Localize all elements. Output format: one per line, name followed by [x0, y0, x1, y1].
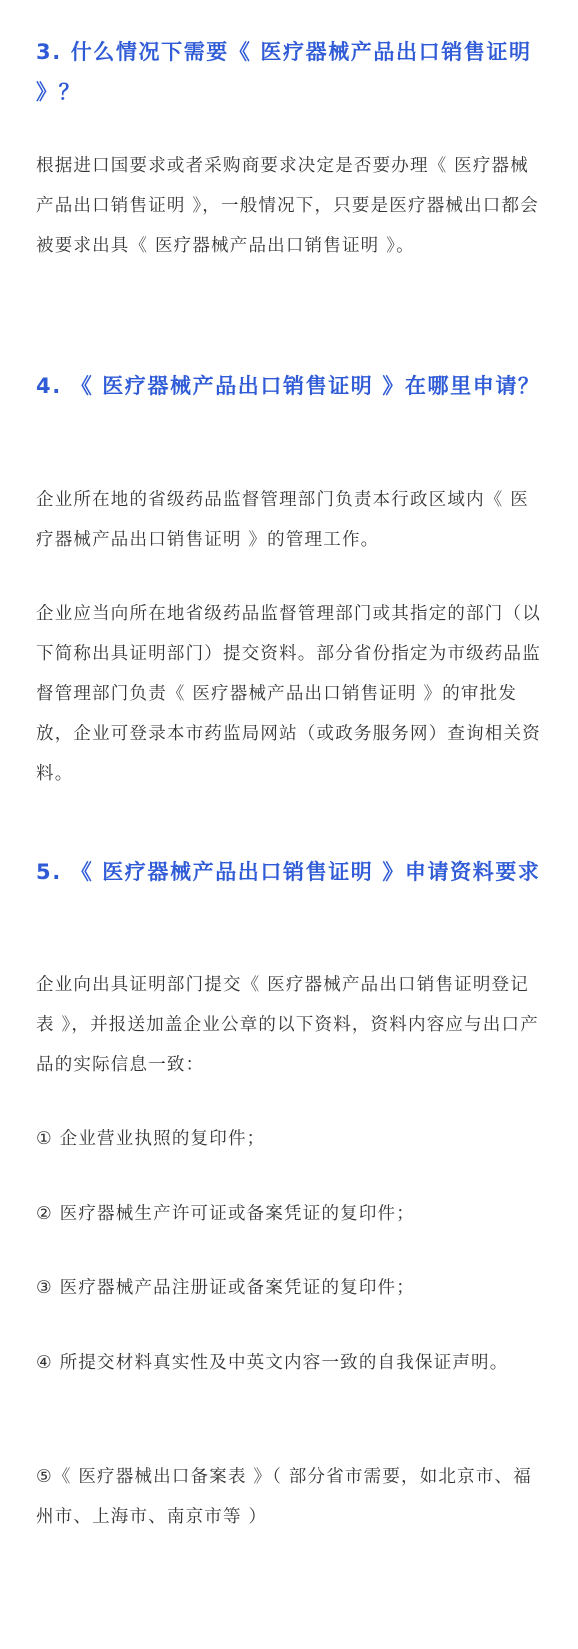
section-4-paragraph-1: 企业所在地的省级药品监督管理部门负责本行政区域内《 医疗器械产品出口销售证明 》的管理工作。	[36, 490, 529, 550]
list-item-1: ① 企业营业执照的复印件；	[36, 1129, 266, 1149]
section-4-heading: 4. 《 医疗器械产品出口销售证明 》在哪里申请？	[36, 374, 541, 398]
list-item-2: ② 医疗器械生产许可证或备案凭证的复印件；	[36, 1204, 415, 1224]
section-5-paragraph-intro: 企业向出具证明部门提交《 医疗器械产品出口销售证明登记表 》，并报送加盖企业公章的以下资料，资料内容应与出口产品的实际信息一致：	[36, 975, 539, 1075]
section-3-paragraph-1: 根据进口国要求或者采购商要求决定是否要办理《 医疗器械产品出口销售证明 》，一般情况下，只要是医疗器械出口都会被要求出具《 医疗器械产品出口销售证明 》。	[36, 156, 539, 256]
list-item-4: ④ 所提交材料真实性及中英文内容一致的自我保证声明。	[36, 1353, 509, 1373]
section-3-heading: 3. 什么情况下需要《 医疗器械产品出口销售证明 》？	[36, 40, 532, 104]
section-4-paragraph-2: 企业应当向所在地省级药品监督管理部门或其指定的部门（以下简称出具证明部门）提交资料。部分省份指定为市级药品监督管理部门负责《 医疗器械产品出口销售证明 》的审批发放，企业可登录本市药监局网站（或政务服务网）查询相关资料。	[36, 604, 541, 784]
list-item-3: ③ 医疗器械产品注册证或备案凭证的复印件；	[36, 1278, 415, 1298]
section-5-heading: 5. 《 医疗器械产品出口销售证明 》申请资料要求	[36, 860, 541, 884]
list-item-5: ⑤《 医疗器械出口备案表 》（ 部分省市需要，如北京市、福州市、上海市、南京市等 ）	[36, 1467, 532, 1527]
